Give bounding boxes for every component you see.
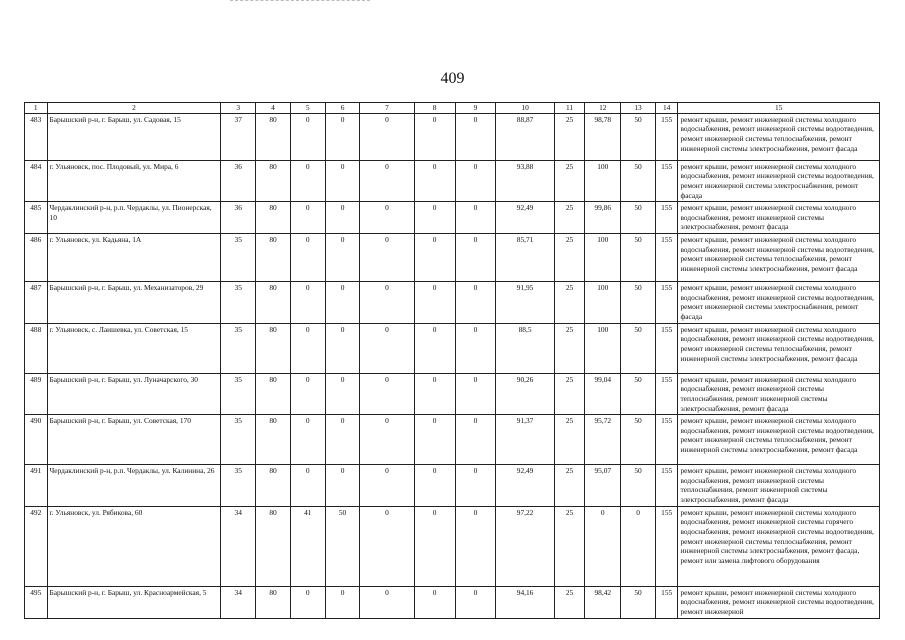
row-number-cell: 485 — [25, 202, 48, 234]
value-cell: 80 — [256, 506, 291, 586]
row-number-cell: 495 — [25, 586, 48, 618]
value-cell: 25 — [554, 373, 585, 415]
value-cell: 50 — [621, 465, 656, 507]
works-cell: ремонт крыши, ремонт инженерной системы холодного водоснабжения, ремонт инженерной системы водоотведения, ремонт инженерной системы теплоснабжения, ремонт инженерной системы электроснабжения, ремонт фасада — [678, 415, 880, 465]
value-cell: 0 — [414, 373, 455, 415]
column-header: 3 — [221, 103, 256, 114]
column-header: 10 — [496, 103, 554, 114]
works-cell: ремонт крыши, ремонт инженерной системы холодного водоснабжения, ремонт инженерной системы водоотведения, ремонт инженерной системы теплоснабжения, ремонт инженерной системы электроснабжения, ремонт фасада — [678, 113, 880, 160]
value-cell: 0 — [325, 465, 360, 507]
value-cell: 0 — [414, 113, 455, 160]
value-cell: 0 — [455, 465, 496, 507]
value-cell: 92,49 — [496, 202, 554, 234]
works-cell: ремонт крыши, ремонт инженерной системы холодного водоснабжения, ремонт инженерной системы водоотведения, ремонт инженерной системы теплоснабжения, ремонт инженерной системы электроснабжения, ремонт фасада — [678, 323, 880, 373]
value-cell: 0 — [414, 415, 455, 465]
value-cell: 94,16 — [496, 586, 554, 618]
value-cell: 0 — [360, 586, 414, 618]
value-cell: 97,22 — [496, 506, 554, 586]
value-cell: 0 — [290, 234, 325, 282]
table-row — [25, 202, 880, 234]
row-number-cell: 492 — [25, 506, 48, 586]
column-header: 14 — [655, 103, 678, 114]
value-cell: 0 — [325, 373, 360, 415]
value-cell: 0 — [621, 506, 656, 586]
value-cell: 93,88 — [496, 160, 554, 202]
value-cell: 25 — [554, 506, 585, 586]
row-number-cell: 488 — [25, 323, 48, 373]
value-cell: 50 — [621, 373, 656, 415]
value-cell: 25 — [554, 202, 585, 234]
works-cell: ремонт крыши, ремонт инженерной системы холодного водоснабжения, ремонт инженерной системы водоотведения, ремонт инженерной — [678, 586, 880, 618]
value-cell: 35 — [221, 415, 256, 465]
table-row — [25, 465, 880, 507]
value-cell: 0 — [455, 160, 496, 202]
value-cell: 0 — [325, 586, 360, 618]
value-cell: 25 — [554, 323, 585, 373]
value-cell: 155 — [655, 373, 678, 415]
value-cell: 0 — [290, 373, 325, 415]
value-cell: 0 — [414, 202, 455, 234]
value-cell: 25 — [554, 415, 585, 465]
table-row — [25, 373, 880, 415]
value-cell: 80 — [256, 113, 291, 160]
value-cell: 155 — [655, 113, 678, 160]
value-cell: 0 — [290, 282, 325, 324]
value-cell: 25 — [554, 586, 585, 618]
value-cell: 155 — [655, 202, 678, 234]
value-cell: 0 — [325, 282, 360, 324]
value-cell: 50 — [621, 202, 656, 234]
address-cell: Чердаклинский р-н, р.п. Чердаклы, ул. Калинина, 26 — [47, 465, 221, 507]
repair-schedule-table — [24, 102, 880, 619]
header-row — [25, 103, 880, 114]
value-cell: 0 — [290, 113, 325, 160]
value-cell: 0 — [290, 202, 325, 234]
value-cell: 0 — [360, 202, 414, 234]
value-cell: 155 — [655, 586, 678, 618]
value-cell: 95,72 — [585, 415, 621, 465]
value-cell: 0 — [325, 234, 360, 282]
value-cell: 0 — [325, 323, 360, 373]
table-row — [25, 506, 880, 586]
address-cell: г. Ульяновск, ул. Рябикова, 60 — [47, 506, 221, 586]
address-cell: Барышский р-н, г. Барыш, ул. Механизаторов, 29 — [47, 282, 221, 324]
value-cell: 36 — [221, 160, 256, 202]
column-header: 4 — [256, 103, 291, 114]
value-cell: 0 — [290, 465, 325, 507]
value-cell: 80 — [256, 160, 291, 202]
value-cell: 50 — [325, 506, 360, 586]
value-cell: 155 — [655, 323, 678, 373]
value-cell: 0 — [414, 506, 455, 586]
row-number-cell: 484 — [25, 160, 48, 202]
value-cell: 155 — [655, 415, 678, 465]
value-cell: 100 — [585, 282, 621, 324]
value-cell: 99,04 — [585, 373, 621, 415]
value-cell: 50 — [621, 160, 656, 202]
value-cell: 0 — [585, 506, 621, 586]
value-cell: 0 — [414, 586, 455, 618]
value-cell: 34 — [221, 506, 256, 586]
column-header: 9 — [455, 103, 496, 114]
value-cell: 155 — [655, 234, 678, 282]
row-number-cell: 490 — [25, 415, 48, 465]
address-cell: Барышский р-н, г. Барыш, ул. Садовая, 15 — [47, 113, 221, 160]
value-cell: 0 — [360, 415, 414, 465]
value-cell: 35 — [221, 373, 256, 415]
value-cell: 50 — [621, 323, 656, 373]
value-cell: 25 — [554, 282, 585, 324]
column-header: 8 — [414, 103, 455, 114]
value-cell: 0 — [325, 415, 360, 465]
value-cell: 34 — [221, 586, 256, 618]
value-cell: 98,42 — [585, 586, 621, 618]
works-cell: ремонт крыши, ремонт инженерной системы холодного водоснабжения, ремонт инженерной системы горячего водоснабжения, ремонт инженерной системы водоотведения, ремонт инженерной системы теплоснабжения, ремонт инженерной системы электроснабжения, ремонт фасада, ремонт или замена лифтового оборудования — [678, 506, 880, 586]
value-cell: 0 — [455, 234, 496, 282]
address-cell: г. Ульяновск, пос. Плодовый, ул. Мира, 6 — [47, 160, 221, 202]
value-cell: 35 — [221, 465, 256, 507]
row-number-cell: 491 — [25, 465, 48, 507]
table-row — [25, 282, 880, 324]
value-cell: 0 — [290, 586, 325, 618]
column-header: 11 — [554, 103, 585, 114]
value-cell: 50 — [621, 282, 656, 324]
value-cell: 0 — [414, 234, 455, 282]
value-cell: 88,87 — [496, 113, 554, 160]
value-cell: 0 — [360, 113, 414, 160]
works-cell: ремонт крыши, ремонт инженерной системы холодного водоснабжения, ремонт инженерной системы водоотведения, ремонт инженерной системы электроснабжения, ремонт фасада — [678, 282, 880, 324]
value-cell: 155 — [655, 160, 678, 202]
value-cell: 155 — [655, 282, 678, 324]
value-cell: 36 — [221, 202, 256, 234]
value-cell: 80 — [256, 373, 291, 415]
address-cell: Барышский р-н, г. Барыш, ул. Луначарского, 30 — [47, 373, 221, 415]
value-cell: 35 — [221, 323, 256, 373]
value-cell: 0 — [414, 465, 455, 507]
works-cell: ремонт крыши, ремонт инженерной системы холодного водоснабжения, ремонт инженерной системы электроснабжения, ремонт фасада — [678, 202, 880, 234]
value-cell: 95,07 — [585, 465, 621, 507]
value-cell: 85,71 — [496, 234, 554, 282]
column-header: 2 — [47, 103, 221, 114]
value-cell: 91,37 — [496, 415, 554, 465]
value-cell: 25 — [554, 113, 585, 160]
value-cell: 0 — [360, 373, 414, 415]
value-cell: 0 — [360, 465, 414, 507]
value-cell: 0 — [290, 323, 325, 373]
value-cell: 100 — [585, 234, 621, 282]
value-cell: 0 — [360, 160, 414, 202]
address-cell: г. Ульяновск, с. Лаишевка, ул. Советская, 15 — [47, 323, 221, 373]
column-header: 7 — [360, 103, 414, 114]
column-header: 12 — [585, 103, 621, 114]
value-cell: 80 — [256, 586, 291, 618]
value-cell: 80 — [256, 465, 291, 507]
column-header: 1 — [25, 103, 48, 114]
value-cell: 35 — [221, 282, 256, 324]
value-cell: 99,86 — [585, 202, 621, 234]
value-cell: 155 — [655, 506, 678, 586]
value-cell: 41 — [290, 506, 325, 586]
value-cell: 0 — [360, 234, 414, 282]
table-row — [25, 160, 880, 202]
value-cell: 0 — [414, 323, 455, 373]
row-number-cell: 489 — [25, 373, 48, 415]
value-cell: 37 — [221, 113, 256, 160]
value-cell: 0 — [325, 113, 360, 160]
value-cell: 0 — [455, 506, 496, 586]
table-row — [25, 323, 880, 373]
value-cell: 0 — [455, 202, 496, 234]
column-header: 15 — [678, 103, 880, 114]
value-cell: 50 — [621, 113, 656, 160]
value-cell: 155 — [655, 465, 678, 507]
row-number-cell: 486 — [25, 234, 48, 282]
value-cell: 35 — [221, 234, 256, 282]
value-cell: 0 — [455, 373, 496, 415]
address-cell: г. Ульяновск, ул. Кадьяна, 1А — [47, 234, 221, 282]
works-cell: ремонт крыши, ремонт инженерной системы холодного водоснабжения, ремонт инженерной системы водоотведения, ремонт инженерной системы электроснабжения, ремонт фасада — [678, 160, 880, 202]
value-cell: 90,26 — [496, 373, 554, 415]
value-cell: 88,5 — [496, 323, 554, 373]
value-cell: 92,49 — [496, 465, 554, 507]
works-cell: ремонт крыши, ремонт инженерной системы холодного водоснабжения, ремонт инженерной системы теплоснабжения, ремонт инженерной системы электроснабжения, ремонт фасада — [678, 373, 880, 415]
value-cell: 0 — [455, 323, 496, 373]
column-header: 5 — [290, 103, 325, 114]
value-cell: 50 — [621, 415, 656, 465]
row-number-cell: 487 — [25, 282, 48, 324]
value-cell: 100 — [585, 323, 621, 373]
value-cell: 0 — [360, 506, 414, 586]
value-cell: 80 — [256, 234, 291, 282]
value-cell: 0 — [290, 415, 325, 465]
value-cell: 0 — [360, 282, 414, 324]
value-cell: 100 — [585, 160, 621, 202]
table-row — [25, 586, 880, 618]
row-number-cell: 483 — [25, 113, 48, 160]
value-cell: 0 — [325, 202, 360, 234]
column-header: 13 — [621, 103, 656, 114]
address-cell: Барышский р-н, г. Барыш, ул. Советская, 170 — [47, 415, 221, 465]
value-cell: 25 — [554, 465, 585, 507]
value-cell: 0 — [455, 282, 496, 324]
table-row — [25, 113, 880, 160]
column-header: 6 — [325, 103, 360, 114]
value-cell: 98,78 — [585, 113, 621, 160]
value-cell: 80 — [256, 282, 291, 324]
value-cell: 50 — [621, 586, 656, 618]
address-cell: Барышский р-н, г. Барыш, ул. Красноармейская, 5 — [47, 586, 221, 618]
value-cell: 25 — [554, 160, 585, 202]
value-cell: 0 — [290, 160, 325, 202]
value-cell: 0 — [455, 586, 496, 618]
works-cell: ремонт крыши, ремонт инженерной системы холодного водоснабжения, ремонт инженерной системы теплоснабжения, ремонт инженерной системы электроснабжения, ремонт фасада — [678, 465, 880, 507]
value-cell: 0 — [455, 113, 496, 160]
value-cell: 80 — [256, 415, 291, 465]
value-cell: 0 — [455, 415, 496, 465]
scan-artifact — [230, 0, 370, 3]
value-cell: 0 — [414, 160, 455, 202]
value-cell: 25 — [554, 234, 585, 282]
value-cell: 0 — [360, 323, 414, 373]
value-cell: 0 — [325, 160, 360, 202]
address-cell: Чердаклинский р-н, р.п. Чердаклы, ул. Пионерская, 10 — [47, 202, 221, 234]
table-row — [25, 415, 880, 465]
table-body — [25, 113, 880, 618]
value-cell: 80 — [256, 323, 291, 373]
value-cell: 91,95 — [496, 282, 554, 324]
page-number: 409 — [440, 70, 465, 87]
value-cell: 0 — [414, 282, 455, 324]
table-row — [25, 234, 880, 282]
value-cell: 50 — [621, 234, 656, 282]
works-cell: ремонт крыши, ремонт инженерной системы холодного водоснабжения, ремонт инженерной системы водоотведения, ремонт инженерной системы теплоснабжения, ремонт инженерной системы электроснабжения, ремонт фасада — [678, 234, 880, 282]
value-cell: 80 — [256, 202, 291, 234]
